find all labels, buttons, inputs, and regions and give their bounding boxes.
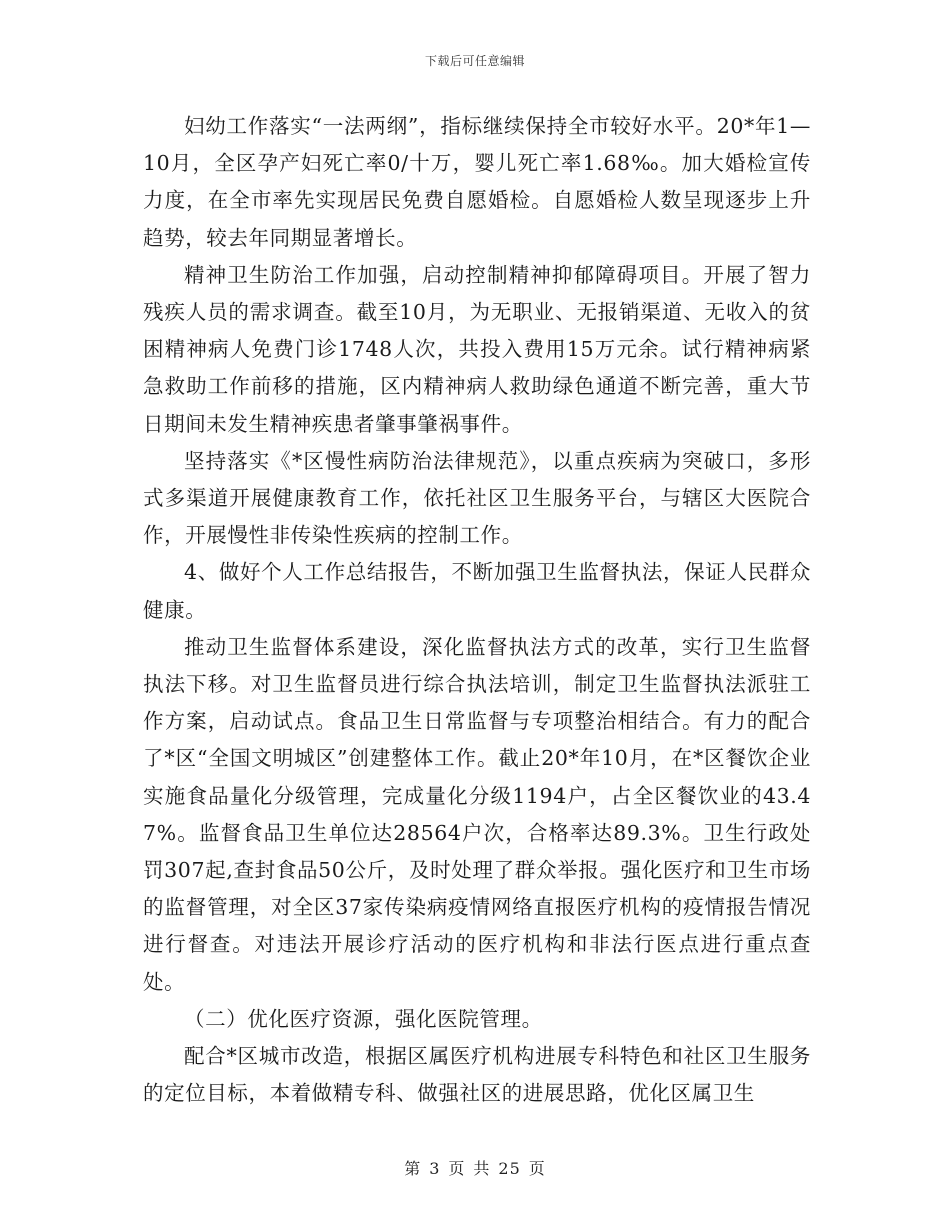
current-page-number: 3	[429, 1159, 441, 1178]
footer-label-page: 第	[404, 1159, 422, 1178]
document-body	[143, 108, 811, 1112]
footer-label-ye-end: 页	[528, 1159, 546, 1178]
paragraph-mental-health: 精神卫生防治工作加强，启动控制精神抑郁障碍项目。开展了智力残疾人员的需求调查。截至10月，为无职业、无报销渠道、无收入的贫困精神病人免费门诊1748人次，共投入费用15万元余。试行精神病紧急救助工作前移的措施，区内精神病人救助绿色通道不断完善，重大节日期间未发生精神疾患者肇事肇祸事件。	[143, 262, 811, 436]
section-heading-2: （二）优化医疗资源，强化医院管理。	[184, 1006, 543, 1031]
footer-label-ye: 页	[448, 1159, 466, 1178]
page-header: 下载后可任意编辑	[424, 54, 525, 68]
footer-label-total: 共	[473, 1159, 491, 1178]
section-heading-4: 4、做好个人工作总结报告，不断加强卫生监督执法，保证人民群众健康。	[143, 560, 811, 622]
paragraph-maternal-child-health: 妇幼工作落实“一法两纲”，指标继续保持全市较好水平。20*年1—10月，全区孕产妇死亡率0/十万，婴儿死亡率1.68‰。加大婚检宣传力度，在全市率先实现居民免费自愿婚检。自愿婚检人数呈现逐步上升趋势，较去年同期显著增长。	[143, 114, 811, 250]
paragraph-health-supervision: 推动卫生监督体系建设，深化监督执法方式的改革，实行卫生监督执法下移。对卫生监督员进行综合执法培训，制定卫生监督执法派驻工作方案，启动试点。食品卫生日常监督与专项整治相结合。有力的配合了*区“全国文明城区”创建整体工作。截止20*年10月，在*区餐饮企业实施食品量化分级管理，完成量化分级1194户，占全区餐饮业的43.47%。监督食品卫生单位达28564户次，合格率达89.3%。卫生行政处罚307起,查封食品50公斤，及时处理了群众举报。强化医疗和卫生市场的监督管理，对全区37家传染病疫情网络直报医疗机构的疫情报告情况进行督查。对违法开展诊疗活动的医疗机构和非法行医点进行重点查处。	[143, 634, 811, 994]
paragraph-chronic-disease: 坚持落实《*区慢性病防治法律规范》，以重点疾病为突破口，多形式多渠道开展健康教育工作，依托社区卫生服务平台，与辖区大医院合作，开展慢性非传染性疾病的控制工作。	[143, 448, 811, 548]
page-footer	[0, 1156, 950, 1179]
total-pages-number: 25	[498, 1159, 521, 1178]
paragraph-resource-optimization: 配合*区城市改造，根据区属医疗机构进展专科特色和社区卫生服务的定位目标，本着做精专科、做强社区的进展思路，优化区属卫生	[143, 1044, 811, 1106]
